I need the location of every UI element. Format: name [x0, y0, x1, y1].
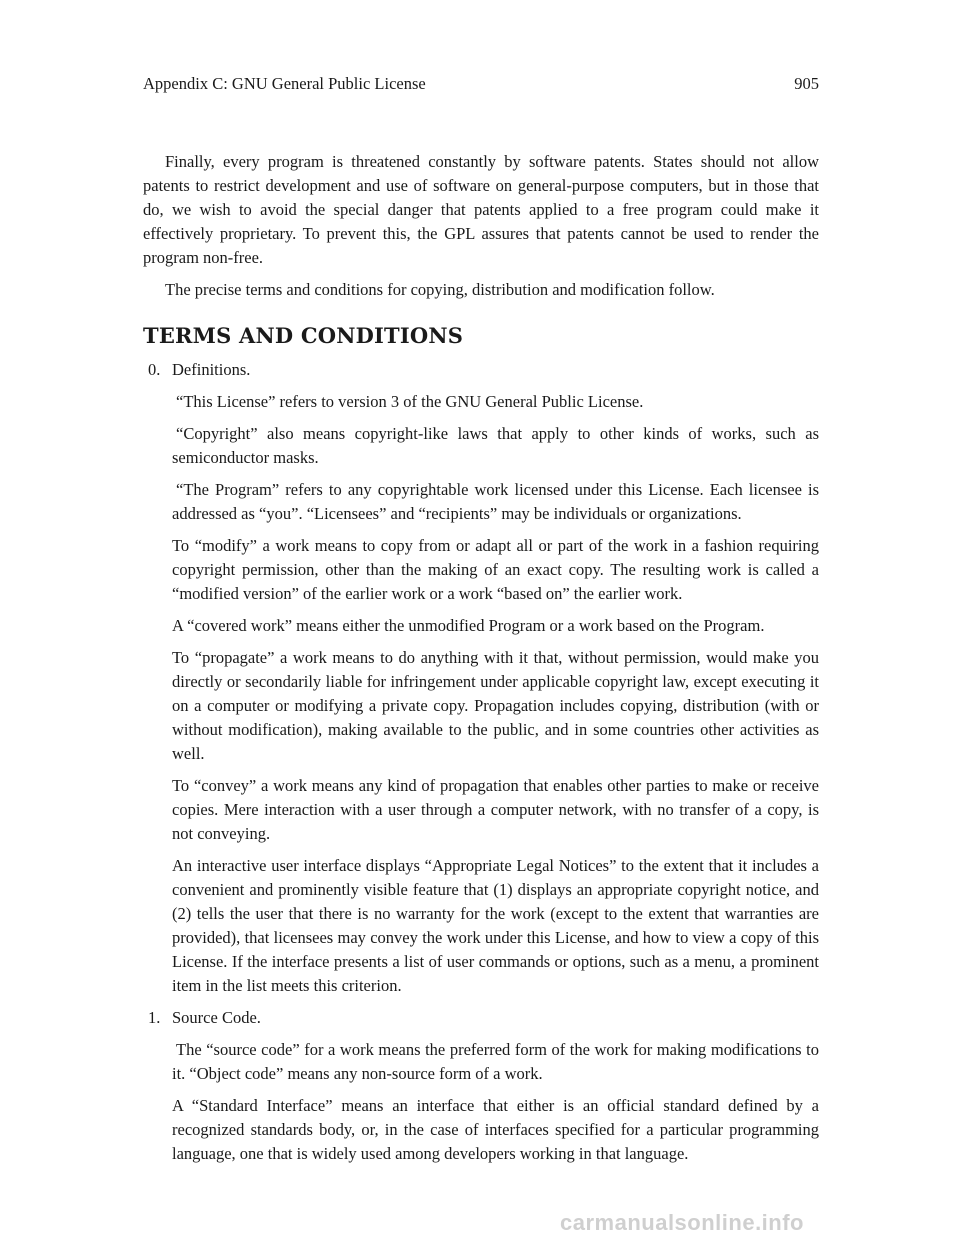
- term-number: 0.: [148, 360, 161, 379]
- term-paragraph: “This License” refers to version 3 of the GNU General Public License.: [176, 392, 644, 411]
- term-paragraph: A “Standard Interface” means an interface that either is an official standard defined by a recognized standards body, or, in the case of interfaces specified for a particular programming language, one that is widely used among developers working in that language.: [172, 1096, 819, 1163]
- intro-paragraph: Finally, every program is threatened constantly by software patents. States should not allow patents to restrict development and use of software on general-purpose computers, but in those that do, we wish to avoid the special danger that patents applied to a free program could make it effectively proprietary. To prevent this, the GPL assures that patents cannot be used to render the program non-free.: [143, 152, 819, 267]
- intro-paragraph: The precise terms and conditions for copying, distribution and modification follow.: [165, 280, 715, 299]
- term-paragraph: To “modify” a work means to copy from or adapt all or part of the work in a fashion requiring copyright permission, other than the making of an exact copy. The resulting work is called a “modified version” of the earlier work or a work “based on” the earlier work.: [172, 536, 819, 603]
- section-title: TERMS AND CONDITIONS: [143, 323, 464, 348]
- term-paragraph: To “convey” a work means any kind of propagation that enables other parties to make or receive copies. Mere interaction with a user through a computer network, with no transfer of a copy, is not conveying.: [172, 776, 819, 843]
- watermark: carmanualsonline.info: [560, 1210, 804, 1235]
- term-title: Source Code.: [172, 1008, 261, 1027]
- running-head: [143, 74, 819, 94]
- page-body: [143, 150, 819, 1174]
- term-0: [143, 358, 819, 998]
- term-number: 1.: [148, 1008, 161, 1027]
- term-paragraph: An interactive user interface displays “Appropriate Legal Notices” to the extent that it includes a convenient and prominently visible feature that (1) displays an appropriate copyright notice, and (2) tells the user that there is no warranty for the work (except to the extent that warranties are provided), that licensees may convey the work under this License, and how to view a copy of this License. If the interface presents a list of user commands or options, such as a menu, a prominent item in the list meets this criterion.: [172, 856, 819, 995]
- running-title: Appendix C: GNU General Public License: [143, 74, 426, 93]
- term-paragraph: To “propagate” a work means to do anything with it that, without permission, would make you directly or secondarily liable for infringement under applicable copyright law, except executing it on a computer or modifying a private copy. Propagation includes copying, distribution (with or without modification), making available to the public, and in some countries other activities as well.: [172, 648, 819, 763]
- term-heading: [148, 358, 819, 382]
- term-paragraph: “The Program” refers to any copyrightable work licensed under this License. Each licensee is addressed as “you”. “Licensees” and “recipients” may be individuals or organizations.: [172, 480, 819, 523]
- term-paragraph: The “source code” for a work means the preferred form of the work for making modifications to it. “Object code” means any non-source form of a work.: [172, 1040, 819, 1083]
- term-paragraph: “Copyright” also means copyright-like laws that apply to other kinds of works, such as semiconductor masks.: [172, 424, 819, 467]
- term-heading: [148, 1006, 819, 1030]
- term-1: [143, 1006, 819, 1166]
- term-paragraph: A “covered work” means either the unmodified Program or a work based on the Program.: [172, 616, 765, 635]
- term-title: Definitions.: [172, 360, 251, 379]
- page-number: 905: [794, 74, 819, 93]
